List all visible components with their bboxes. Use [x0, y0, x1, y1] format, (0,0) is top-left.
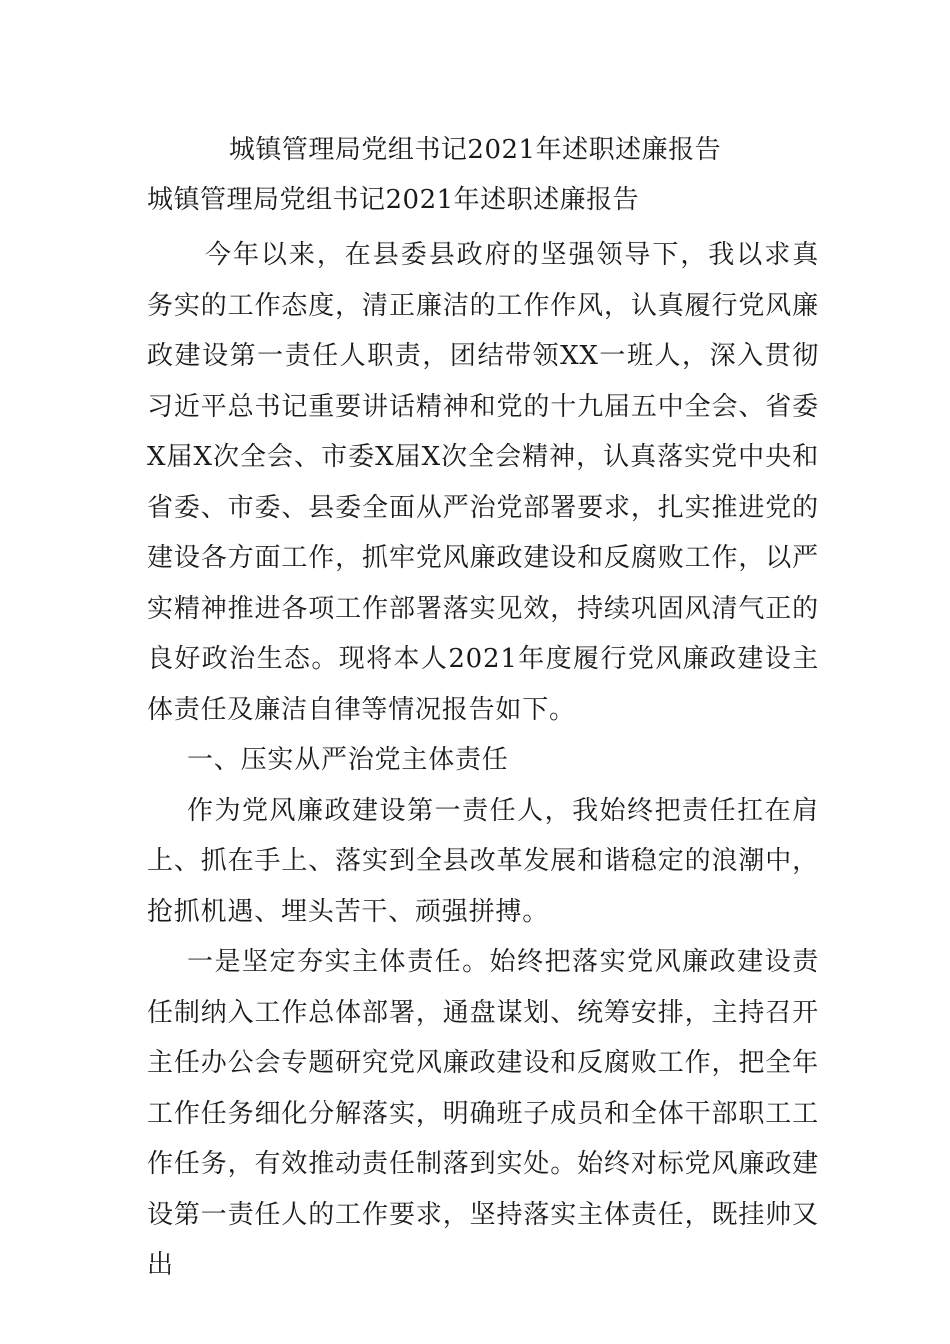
section-heading-1: 一、压实从严治党主体责任 — [187, 745, 509, 775]
paragraph-point-1: 一是坚定夯实主体责任。始终把落实党风廉政建设责任制纳入工作总体部署，通盘谋划、统筹安排，主持召开主任办公会专题研究党风廉政建设和反腐败工作，把全年工作任务细化分解落实，明确班子成员和全体干部职工工作任务，有效推动责任制落到实处。始终对标党风廉政建设第一责任人的工作要求，坚持落实主体责任，既挂帅又出 — [147, 947, 819, 1280]
document-subtitle: 城镇管理局党组书记2021年述职述廉报告 — [147, 185, 640, 215]
paragraph-intro: 今年以来，在县委县政府的坚强领导下，我以求真务实的工作态度，清正廉洁的工作作风，认真履行党风廉政建设第一责任人职责，团结带领XX一班人，深入贯彻习近平总书记重要讲话精神和党的十九届五中全会、省委X届X次全会、市委X届X次全会精神，认真落实党中央和省委、市委、县委全面从严治党部署要求，扎实推进党的建设各方面工作，抓牢党风廉政建设和反腐败工作，以严实精神推进各项工作部署落实见效，持续巩固风清气正的良好政治生态。现将本人2021年度履行党风廉政建设主体责任及廉洁自律等情况报告如下。 — [147, 240, 819, 725]
document-title: 城镇管理局党组书记2021年述职述廉报告 — [228, 135, 722, 165]
document-body — [147, 230, 819, 1291]
paragraph-section-1: 作为党风廉政建设第一责任人，我始终把责任扛在肩上、抓在手上、落实到全县改革发展和谐稳定的浪潮中，抢抓机遇、埋头苦干、顽强拼搏。 — [147, 795, 819, 927]
